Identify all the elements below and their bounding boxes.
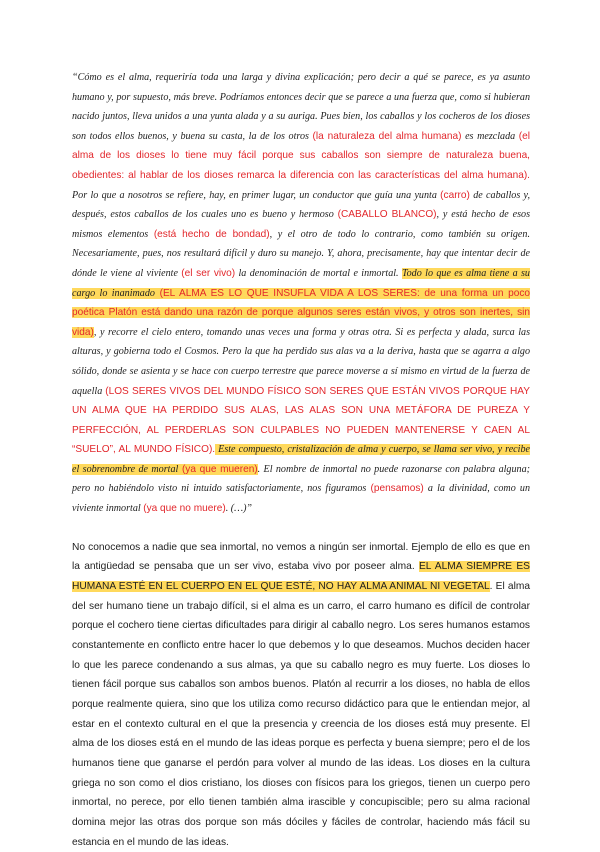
quote-segment-annotation: (ya que no muere) xyxy=(143,503,226,515)
body-segment-text: . El alma del ser humano tiene un trabajo difícil, si el alma es un carro, el carro humano es difícil de controlar porque el cochero tiene ciertas dificultades para dirigir al caballo negro. Los seres humanos estamos constantemente en conflicto entre hacer lo que debemos y lo que deseamos. Muchos deciden hacer lo que les parece condenando a sus almas, ya que su caballo negro es muy fuerte. Los dioses lo tienen fácil porque sus caballos son ambos buenos. Platón al recurrir a los dioses, no habla de ellos porque realmente quiera, sino que los utiliza como recurso didáctico para que le entiendan mejor, al estar en el contexto cultural en el que la presencia y creencia de los dioses está muy presente. El alma de los dioses está en el mundo de las ideas porque es perfecta y buena siempre; pero el de los humanos tiene que ganarse el perdón para volver al mundo de las ideas. Los dioses en la cultura griega no son como el dios cristiano, los dioses con físicos para los griegos, tienen un cuerpo pero inmortal, no perece, por ello tienen también alma irascible y concupiscible; pero su alma racional domina mejor las otras dos porque son más dóciles y fáciles de controlar, haciendo más fácil su estancia en el mundo de las ideas. xyxy=(72,580,530,848)
quote-segment-highlighted-text: Este compuesto, cristalización de alma y cuerpo, se llama ser vivo, y recibe el sobrenombre de mortal xyxy=(72,444,530,475)
quote-segment-text: a la divinidad, como un viviente inmortal xyxy=(72,483,530,515)
page-content xyxy=(72,68,530,852)
quote-segment-text: , y recorre el cielo entero, tomando unas veces una forma y otras otra. Si es perfecta y alada, surca las alturas, y gobierna todo el Cosmos. Pero la que ha perdido sus alas va a la deriva, hasta que se agarra a algo sólido, donde se asienta y se hace con cuerpo terrestre que parece moverse a sí mismo en virtud de la fuerza de aquella xyxy=(72,326,530,397)
commentary-paragraph xyxy=(72,538,530,852)
quote-segment-highlighted-annotation: (ya que mueren) xyxy=(178,463,258,475)
quote-segment-annotation: (CABALLO BLANCO) xyxy=(337,209,437,221)
quote-segment-annotation: (la naturaleza del alma humana) xyxy=(312,130,462,142)
quote-segment-annotation: (el alma de los dioses lo tiene muy fácil porque sus caballos son siempre de naturaleza buena, obedientes: al hablar de los dioses remarca la diferencia con las características del alma humana). xyxy=(72,130,530,181)
quote-segment-highlighted-text: Todo lo que es alma tiene a su cargo lo inanimado xyxy=(72,267,530,299)
quote-segment-text: , y el otro de todo lo contrario, como también su origen. Necesariamente, pues, nos resultará difícil y duro su manejo. Y, ahora, precisamente, hay que intentar decir de dónde le viene al viviente xyxy=(72,228,530,279)
quote-segment-annotation: (LOS SERES VIVOS DEL MUNDO FÍSICO SON SERES QUE ESTÁN VIVOS PORQUE HAY UN ALMA QUE HA PERDIDO SUS ALAS, LAS ALAS SON UNA METÁFORA DE PUREZA Y PERFECCIÓN, AL PERDERLAS SON CULPABLES NO PUEDEN MANTENERSE Y CAEN AL “SUELO”, AL MUNDO FÍSICO). xyxy=(72,385,530,456)
quote-segment-text: de caballos y, después, estos caballos de los cuales uno es bueno y hermoso xyxy=(72,189,530,221)
quote-segment-text: es mezclada xyxy=(461,130,519,142)
quote-segment-annotation: (el ser vivo) xyxy=(181,267,236,279)
quote-segment-text: . El nombre de inmortal no puede razonarse con palabra alguna; pero no habiéndolo visto ni intuido satisfactoriamente, nos figuramos xyxy=(72,463,530,495)
quote-segment-text: . (…)” xyxy=(225,503,253,515)
platon-quote-paragraph xyxy=(72,68,530,519)
quote-segment-annotation: (pensamos) xyxy=(370,483,424,495)
quote-segment-annotation: (carro) xyxy=(440,189,470,201)
body-segment-text: No conocemos a nadie que sea inmortal, no vemos a ningún ser inmortal. Ejemplo de ello es que en la antigüedad se pensaba que un ser vivo, estaba vivo por poseer alma. xyxy=(72,541,530,573)
quote-segment-annotation: (está hecho de bondad) xyxy=(153,228,270,240)
quote-segment-text: , y está hecho de esos mismos elementos xyxy=(72,209,530,240)
quote-segment-text: la denominación de mortal e inmortal. xyxy=(235,267,402,279)
quote-segment-text: Por lo que a nosotros se refiere, hay, en primer lugar, un conductor que guía una yunta xyxy=(72,189,441,201)
body-segment-highlighted-text: EL ALMA SIEMPRE ES HUMANA ESTÉ EN EL CUERPO EN EL QUE ESTÉ, NO HAY ALMA ANIMAL NI VEGETAL xyxy=(72,561,530,592)
quote-segment-text: “Cómo es el alma, requeriría toda una larga y divina explicación; pero decir a qué se parece, es ya asunto humano y, por supuesto, más breve. Podríamos entonces decir que se parece a una fuerza que, como si hubieran nacido juntos, lleva unidos a una yunta alada y a su auriga. Pues bien, los caballos y los cocheros de los dioses son todos ellos buenos, y buena su casta, la de los otros xyxy=(72,72,530,142)
quote-segment-highlighted-annotation: (EL ALMA ES LO QUE INSUFLA VIDA A LOS SERES: de una forma un poco poética Platón está dando una razón de porque algunos seres están vivos, y otros son inertes, sin vida) xyxy=(72,287,530,338)
